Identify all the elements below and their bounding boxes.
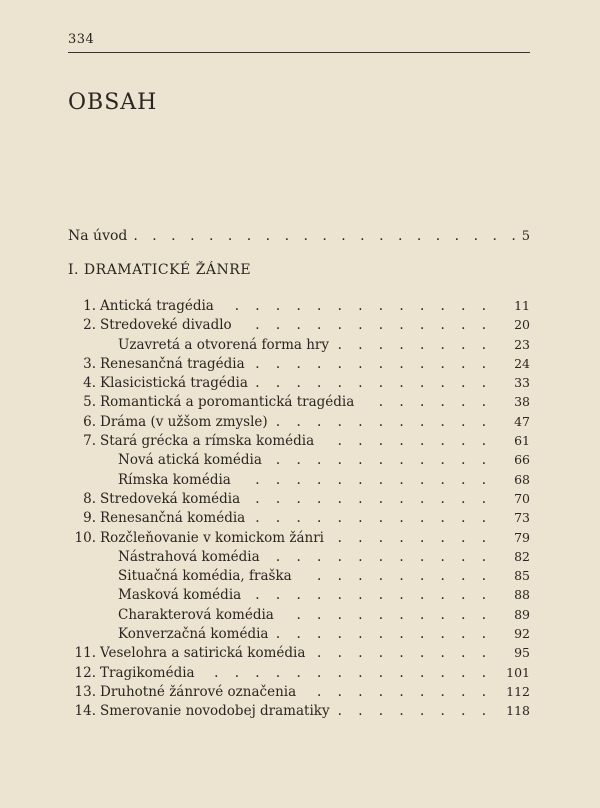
header-rule [68, 52, 530, 53]
toc-entry-page: 82 [514, 548, 530, 564]
toc-entry-page: 95 [514, 645, 530, 661]
toc-intro-page: 5 [521, 229, 530, 244]
toc-entry-page: 24 [514, 355, 530, 371]
toc-intro-label: Na úvod [68, 228, 128, 244]
dot-leader [304, 683, 492, 702]
toc-entry-number: 4. [83, 375, 96, 392]
toc-entry-title: Masková komédia [118, 587, 242, 604]
toc-entry-title: Nová atická komédia [118, 452, 262, 469]
toc-entry [68, 335, 530, 354]
toc-entry-page: 70 [514, 490, 530, 506]
toc-entry-number: 2. [83, 317, 96, 334]
toc-entry-title: Charakterová komédia [118, 606, 274, 623]
toc-entry-number: 10. [74, 529, 96, 546]
section-heading: I. DRAMATICKÉ ŽÁNRE [68, 262, 252, 278]
dot-leader [256, 374, 492, 393]
toc-entry-page: 92 [514, 626, 530, 642]
toc-entry-page: 23 [514, 336, 530, 352]
toc-entry [68, 605, 530, 624]
toc-entry-title: Nástrahová komédia [118, 548, 260, 565]
toc-entry-number: 14. [74, 703, 96, 720]
dot-leader [248, 490, 492, 509]
toc-entry-page: 85 [514, 568, 530, 584]
toc-entry [68, 373, 530, 392]
dot-leader [253, 355, 492, 374]
toc-entry-number: 9. [83, 510, 96, 527]
dot-leader [276, 413, 492, 432]
toc-entry [68, 663, 530, 682]
dot-leader [268, 548, 492, 567]
toc-entry-title: Tragikomédia [100, 664, 195, 681]
toc-entry-title: Stará grécka a rímska komédia [100, 433, 315, 450]
toc-entry-page: 68 [514, 471, 530, 487]
toc-entry-title: Stredoveká komédia [100, 490, 241, 507]
toc-entry-title: Smerovanie novodobej dramatiky [100, 703, 330, 720]
toc-entry [68, 701, 530, 720]
toc-entry-page: 38 [514, 394, 530, 410]
toc-entry-title: Rímska komédia [118, 471, 231, 488]
toc-entry-page: 11 [514, 298, 530, 313]
toc-entry [68, 315, 530, 334]
dot-leader [239, 471, 492, 490]
dot-leader [332, 529, 492, 548]
toc-entry [68, 547, 530, 566]
toc-entry-page: 89 [514, 606, 530, 622]
toc-entry [68, 624, 530, 643]
toc-entry-page: 61 [514, 433, 530, 449]
toc-entry [68, 392, 530, 411]
toc-entry [68, 682, 530, 701]
toc-entry-title: Situačná komédia, fraška [118, 568, 292, 585]
dot-leader [300, 567, 492, 586]
page-title: OBSAH [68, 90, 158, 115]
dot-leader [322, 432, 492, 451]
dot-leader [270, 451, 492, 470]
dot-leader [253, 509, 492, 528]
toc-entry-number: 8. [83, 490, 96, 507]
toc-entry-page: 73 [514, 510, 530, 526]
toc-entry-title: Renesančná komédia [100, 510, 246, 527]
dot-leader [313, 644, 492, 663]
toc-entry-title: Rozčleňovanie v komickom žánri [100, 529, 324, 546]
toc-entry-title: Antická tragédia [100, 298, 214, 314]
toc-entry [68, 450, 530, 469]
toc-entry-page: 112 [506, 683, 530, 699]
toc-entry-page: 47 [514, 413, 530, 429]
toc-entry-number: 3. [83, 355, 96, 372]
toc-entry [68, 566, 530, 585]
toc-entry-number: 1. [83, 298, 96, 314]
toc-entry-title: Konverzačná komédia [118, 626, 269, 643]
toc-entry-title: Klasicistická tragédia [100, 375, 248, 392]
toc-entry-page: 118 [506, 703, 530, 719]
toc-entry-number: 13. [74, 683, 96, 700]
toc-entry [68, 528, 530, 547]
toc-entry-page: 20 [514, 317, 530, 333]
toc-entry [68, 412, 530, 431]
toc-entry [68, 470, 530, 489]
toc-entry-number: 5. [83, 394, 96, 411]
toc-entry [68, 296, 530, 315]
toc-entry-title: Renesančná tragédia [100, 355, 245, 372]
dot-leader [222, 297, 492, 316]
dot-leader [240, 316, 492, 335]
toc-entry-page: 66 [514, 452, 530, 468]
dot-leader [276, 625, 492, 644]
dot-leader [249, 586, 492, 605]
toc-entry-page: 101 [506, 664, 530, 680]
toc-intro-entry [68, 228, 530, 244]
toc-entry-title: Druhotné žánrové označenia [100, 683, 297, 700]
toc-entry [68, 643, 530, 662]
dot-leader [338, 702, 492, 721]
dot-leader [282, 606, 492, 625]
toc-entry-page: 79 [514, 529, 530, 545]
page-number: 334 [68, 32, 95, 47]
toc-entry [68, 489, 530, 508]
toc-entry-page: 88 [514, 587, 530, 603]
dot-leader [362, 393, 492, 412]
toc-entry-title: Dráma (v užšom zmysle) [100, 413, 268, 430]
toc-entry-number: 11. [74, 645, 96, 662]
dot-leader [133, 228, 515, 244]
toc-entry-title: Uzavretá a otvorená forma hry [118, 336, 329, 353]
toc-entry-number: 12. [74, 664, 96, 681]
toc-entry-title: Stredoveké divadlo [100, 317, 232, 334]
toc-entry-number: 6. [83, 413, 96, 430]
toc-entry [68, 508, 530, 527]
dot-leader [337, 336, 492, 355]
dot-leader [203, 664, 492, 683]
toc-entry [68, 354, 530, 373]
toc-entry [68, 585, 530, 604]
toc-entry [68, 431, 530, 450]
toc-entry-page: 33 [514, 375, 530, 391]
toc-list [68, 296, 530, 721]
toc-entry-title: Veselohra a satirická komédia [100, 645, 306, 662]
toc-entry-number: 7. [83, 433, 96, 450]
toc-entry-title: Romantická a poromantická tragédia [100, 394, 355, 411]
